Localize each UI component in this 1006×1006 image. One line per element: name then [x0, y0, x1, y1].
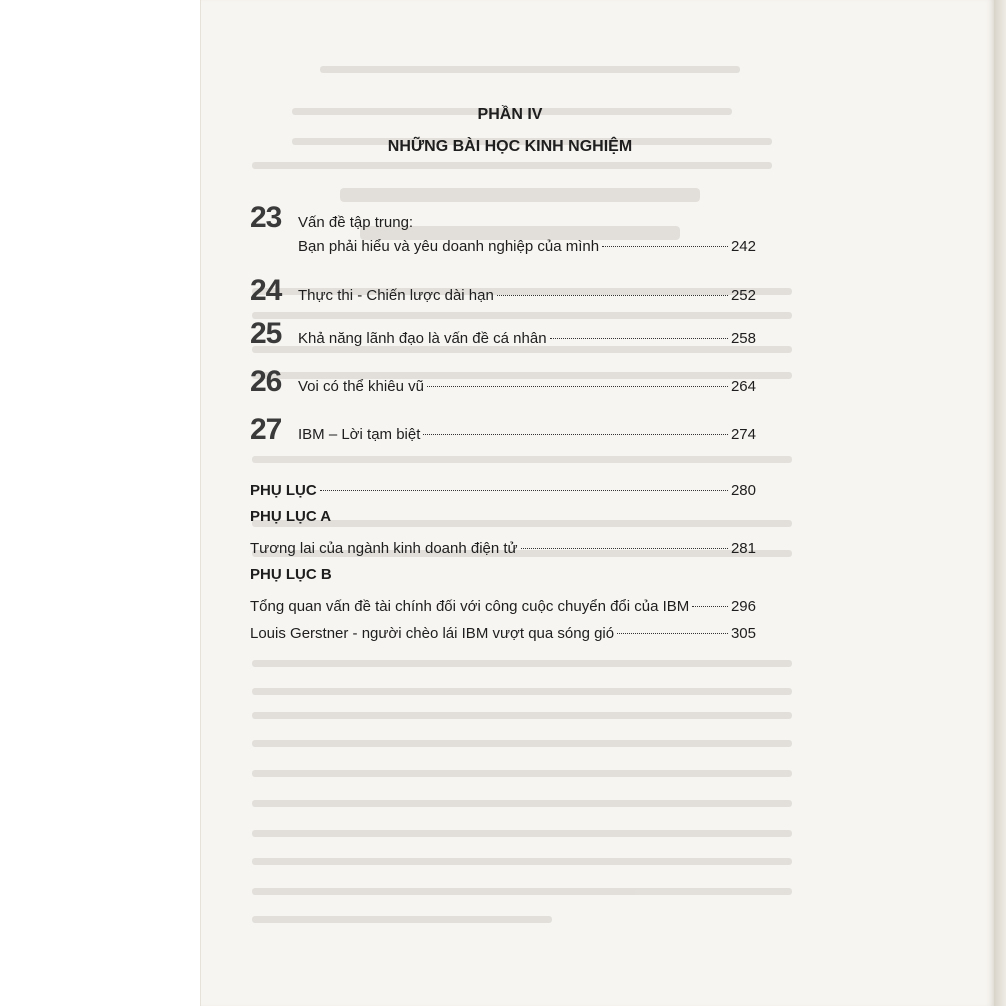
chapter-title: Voi có thể khiêu vũ [298, 378, 424, 395]
chapter-number: 25 [250, 317, 282, 350]
page-number: 280 [730, 482, 756, 499]
page-number: 264 [730, 378, 756, 395]
toc-entry[interactable] [250, 624, 756, 644]
toc-entry[interactable] [298, 237, 756, 257]
appendix-entry-title: Louis Gerstner - người chèo lái IBM vượt qua sóng gió [250, 625, 615, 642]
page-number: 274 [730, 426, 756, 443]
chapter-number: 26 [250, 365, 282, 398]
toc-entry-appendix[interactable] [250, 481, 756, 501]
dot-leader [550, 338, 728, 339]
chapter-number: 23 [250, 201, 282, 234]
part-title: NHỮNG BÀI HỌC KINH NGHIỆM [387, 138, 633, 155]
toc-entry[interactable] [250, 539, 756, 559]
appendix-b-heading: PHỤ LỤC B [250, 566, 332, 583]
page-number: 305 [730, 625, 756, 642]
chapter-title-line1: Vấn đề tập trung: [298, 214, 414, 231]
dot-leader [423, 434, 728, 435]
dot-leader [521, 548, 728, 549]
chapter-title: Khả năng lãnh đạo là vấn đề cá nhân [298, 330, 547, 347]
page-number: 296 [730, 598, 756, 615]
dot-leader [602, 246, 728, 247]
appendix-entry-title: Tổng quan vấn đề tài chính đối với công cuộc chuyển đổi của IBM [250, 598, 690, 615]
toc-entry[interactable] [298, 329, 756, 349]
chapter-title-line2: Bạn phải hiểu và yêu doanh nghiệp của mình [298, 238, 600, 255]
dot-leader [692, 606, 728, 607]
toc-entry[interactable] [298, 377, 756, 397]
appendix-a-heading: PHỤ LỤC A [250, 508, 332, 525]
dot-leader [320, 490, 728, 491]
page-number: 281 [730, 540, 756, 557]
dot-leader [427, 386, 728, 387]
dot-leader [497, 295, 728, 296]
page-number: 252 [730, 287, 756, 304]
part-label: PHẦN IV [477, 106, 543, 123]
chapter-title: Thực thi - Chiến lược dài hạn [298, 287, 494, 304]
appendix-title: PHỤ LỤC [250, 482, 317, 499]
chapter-number: 27 [250, 413, 282, 446]
page-number: 242 [730, 238, 756, 255]
appendix-entry-title: Tương lai của ngành kinh doanh điện tử [250, 540, 518, 557]
chapter-title: IBM – Lời tạm biệt [298, 426, 421, 443]
page-number: 258 [730, 330, 756, 347]
toc-entry[interactable] [298, 286, 756, 306]
dot-leader [617, 633, 728, 634]
chapter-number: 24 [250, 274, 282, 307]
toc-entry[interactable] [298, 425, 756, 445]
toc-entry[interactable] [250, 597, 756, 617]
